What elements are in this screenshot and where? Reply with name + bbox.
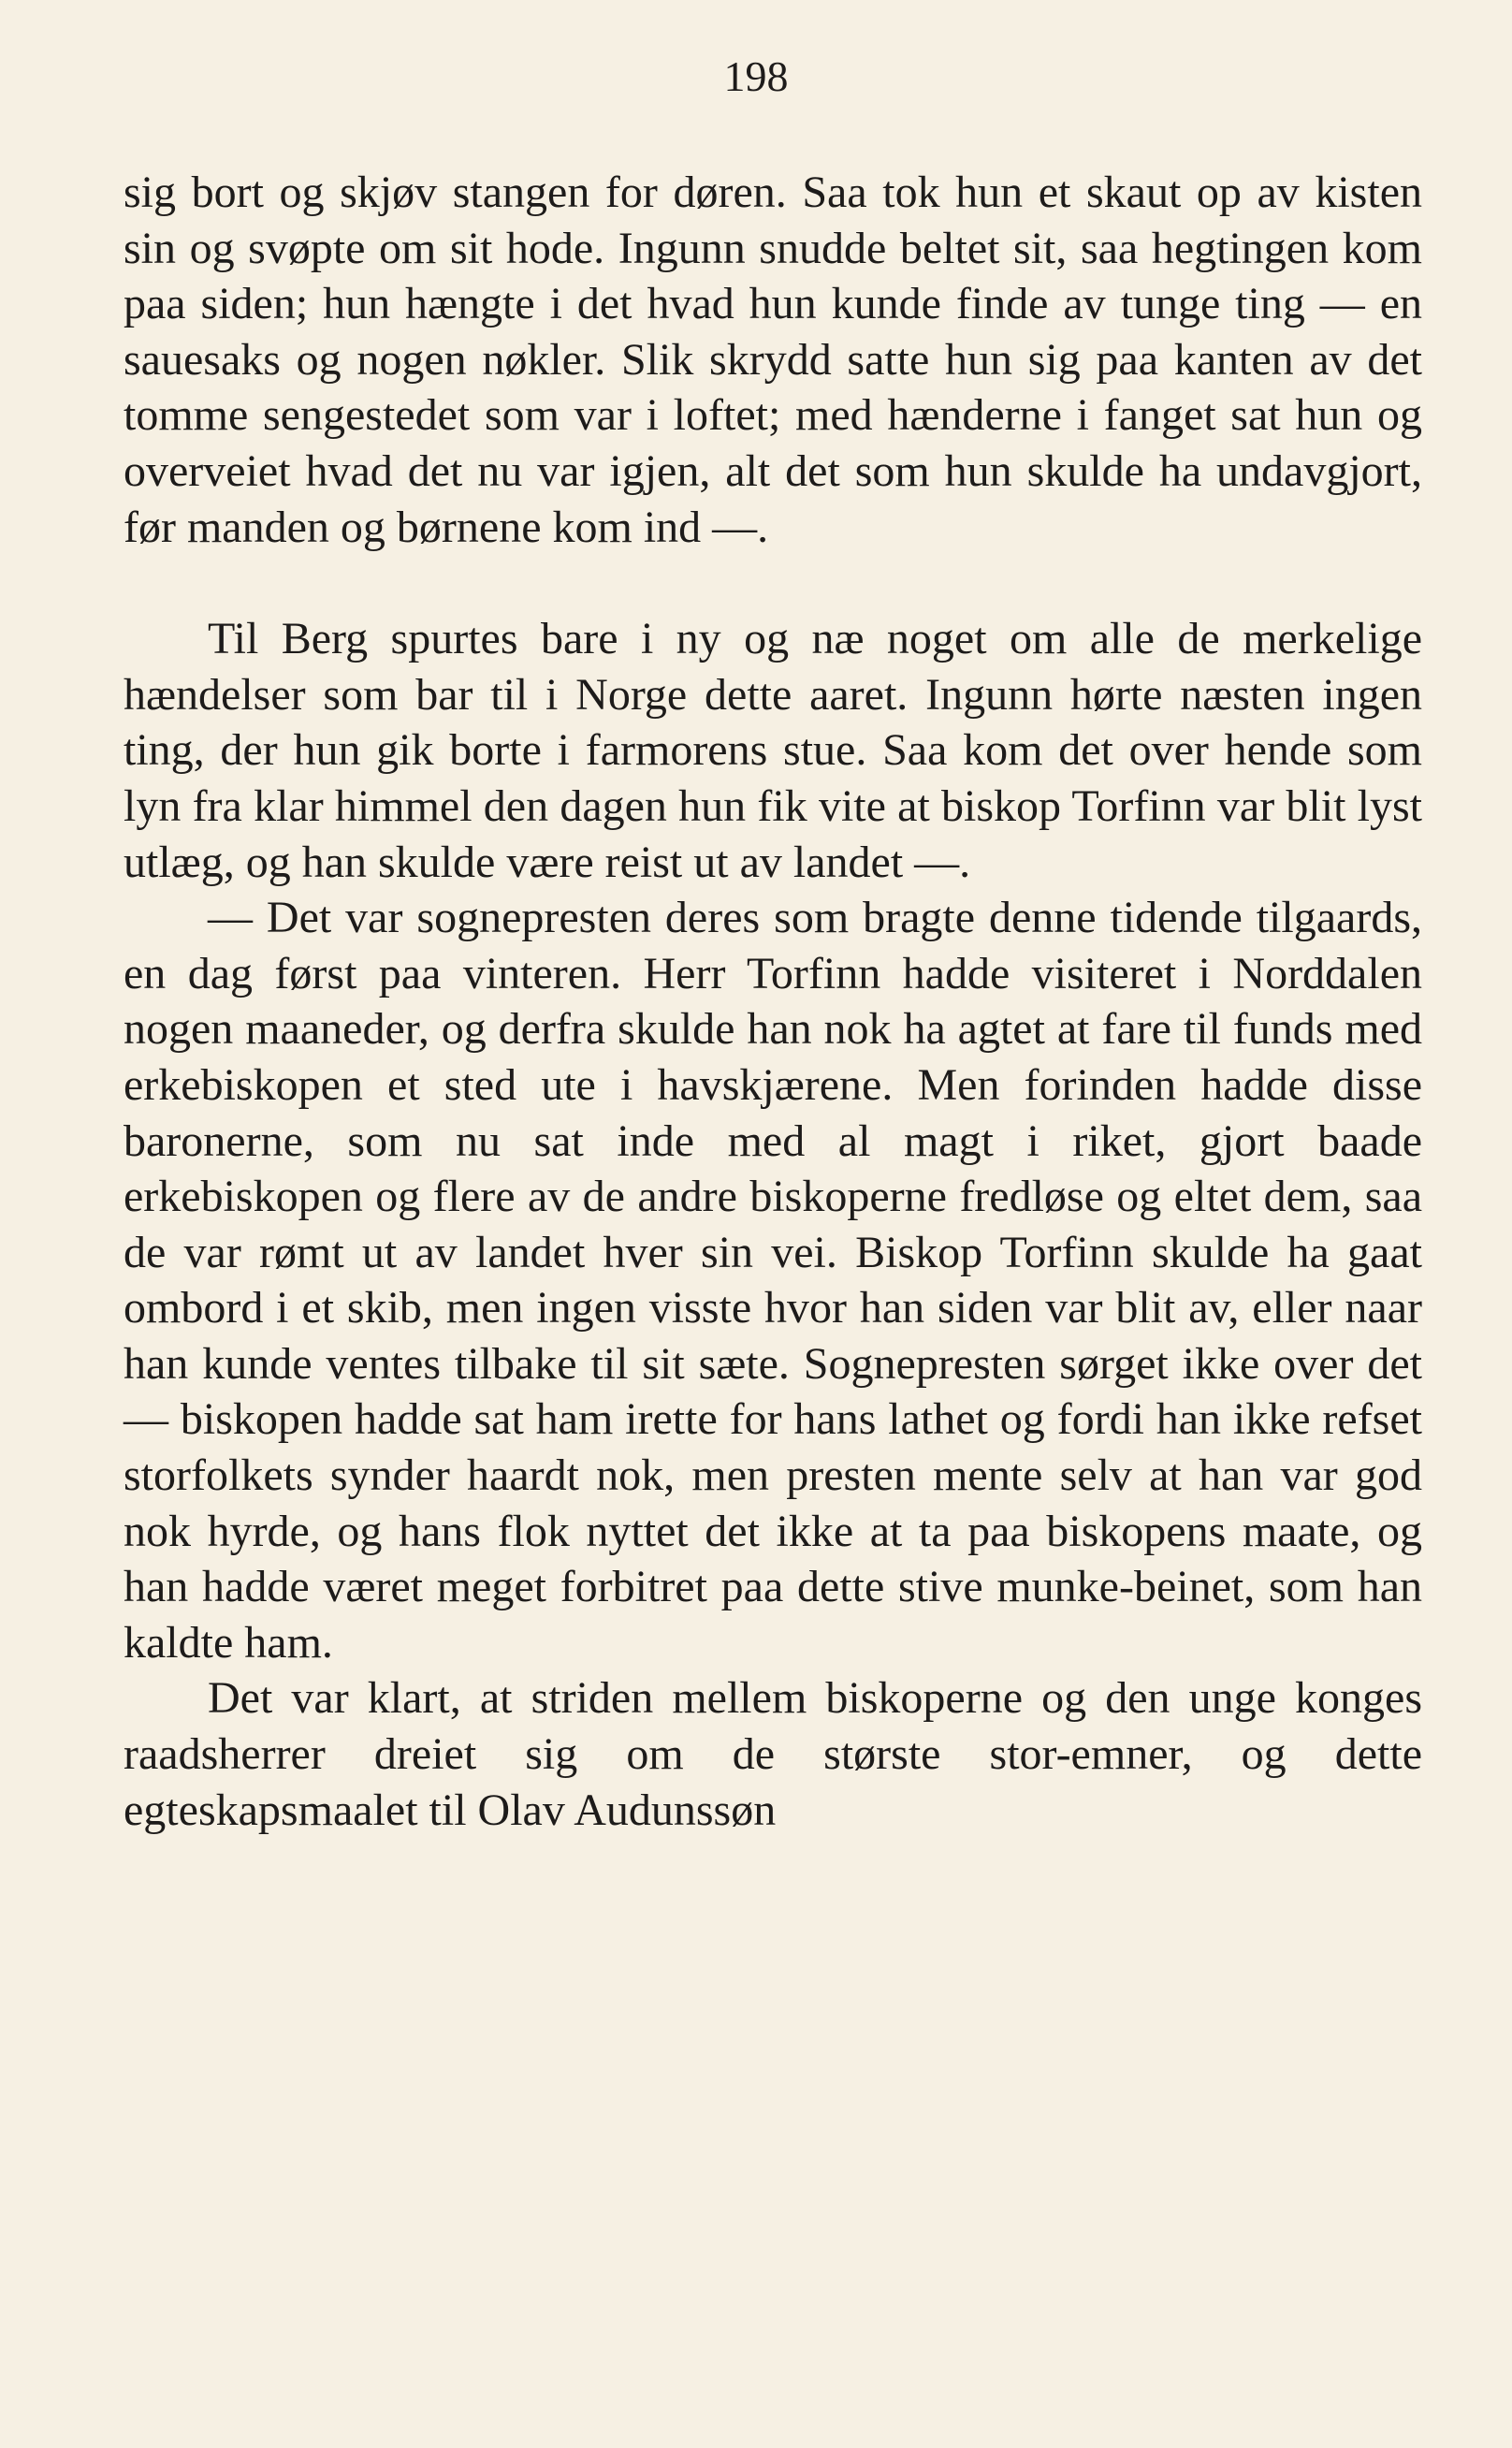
paragraph-2: Til Berg spurtes bare i ny og næ noget om alle de merkelige hændelser som bar til i Norge dette aaret. Ingunn hørte næsten ingen ting, der hun gik borte i farmorens stue. Saa kom det over hende som lyn fra klar himmel den dagen hun fik vite at biskop Torfinn var blit lyst utlæg, og han skulde være reist ut av landet —. <box>124 614 1422 887</box>
paragraph-3: — Det var sognepresten deres som bragte denne tidende tilgaards, en dag først paa vinteren. Herr Torfinn hadde visiteret i Norddalen nogen maaneder, og derfra skulde han nok ha agtet at fare til funds med erkebiskopen et sted ute i havskjærene. Men forinden hadde disse baronerne, som nu sat inde med al magt i riket, gjort baade erkebiskopen og flere av de andre biskoperne fredløse og eltet dem, saa de var rømt ut av landet hver sin vei. Biskop Torfinn skulde ha gaat ombord i et skib, men ingen visste hvor han siden var blit av, eller naar han kunde ventes tilbake til sit sæte. Sognepresten sørget ikke over det — biskopen hadde sat ham irette for hans lathet og fordi han ikke refset storfolkets synder haardt nok, men presten mente selv at han var god nok hyrde, og hans flok nyttet det ikke at ta paa biskopens maate, og han hadde været meget forbitret paa dette stive munke-beinet, som han kaldte ham. <box>124 893 1422 1668</box>
page-number: 198 <box>723 52 789 100</box>
paragraph-1: sig bort og skjøv stangen for døren. Saa tok hun et skaut op av kisten sin og svøpte om sit hode. Ingunn snudde beltet sit, saa hegtingen kom paa siden; hun hængte i det hvad hun kunde finde av tunge ting — en sauesaks og nogen nøkler. Slik skrydd satte hun sig paa kanten av det tomme sengestedet som var i loftet; med hænderne i fanget sat hun og overveiet hvad det nu var igjen, alt det som hun skulde ha undavgjort, før manden og børnene kom ind —. <box>124 168 1422 552</box>
paragraph-4: Det var klart, at striden mellem biskoperne og den unge konges raadsherrer dreiet sig om de største stor-emner, og dette egteskapsmaalet til Olav Audunssøn <box>124 1673 1422 1835</box>
section-gap <box>124 555 1422 611</box>
body-text <box>124 165 1422 1838</box>
